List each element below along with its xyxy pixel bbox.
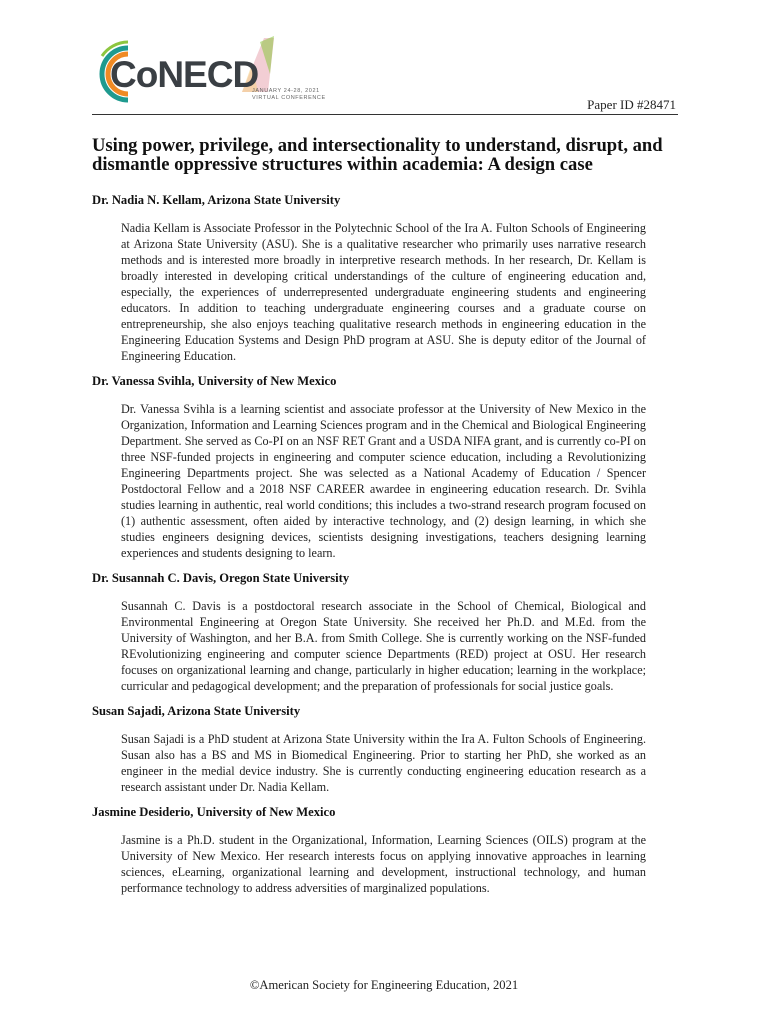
header-rule [92,114,678,115]
author-bio: Jasmine is a Ph.D. student in the Organizational, Information, Learning Sciences (OILS) program at the University of New Mexico. Her research interests focus on applying innovative approaches in learning sciences, eLearning, organizational learning and development, instructional technology, and human performance technology to address adversities of marginalized populations. [121,833,646,895]
author-name: Susan Sajadi, Arizona State University [92,704,301,718]
author-name: Dr. Vanessa Svihla, University of New Mexico [92,374,337,388]
author-bio: Dr. Vanessa Svihla is a learning scientist and associate professor at the University of New Mexico in the Organization, Information and Learning Sciences program and in the Chemical and Biological Engineering Department. She served as Co-PI on an NSF RET Grant and a USDA NIFA grant, and is currently co-PI on three NSF-funded projects in engineering and computer science education, including a Revolutionizing Engineering Departments project. She was selected as a National Academy of Education / Spencer Postdoctoral Fellow and a 2018 NSF CAREER awardee in engineering education research. Dr. Svihla studies learning in authentic, real world conditions; this includes a two-strand research program focused on (1) authentic assessment, often aided by interactive technology, and (2) design learning, in which she studies engineers designing devices, scientists designing investigations, teachers designing learning experiences and students designing to learn. [121,402,646,560]
paper-id: Paper ID #28471 [587,97,676,112]
author-bios [92,192,646,905]
logo-dates [252,88,326,102]
author-name: Dr. Nadia N. Kellam, Arizona State University [92,193,341,207]
paper-title: Using power, privilege, and intersectionality to understand, disrupt, and dismantle oppressive structures within academia: A design case [92,135,663,175]
copyright-footer: ©American Society for Engineering Education, 2021 [249,978,519,992]
logo-wordmark: CoNECD [110,54,259,95]
author-name: Dr. Susannah C. Davis, Oregon State University [92,571,350,585]
author-bio: Nadia Kellam is Associate Professor in the Polytechnic School of the Ira A. Fulton Schools of Engineering at Arizona State University (ASU). She is a qualitative researcher who primarily uses narrative research methods and is interested more broadly in interpretive research methods. In her research, Dr. Kellam is broadly interested in developing critical understandings of the culture of engineering education and, especially, the experiences of underrepresented undergraduate engineering students and engineering educators. In addition to teaching undergraduate engineering courses and a graduate course on entrepreneurship, she also enjoys teaching qualitative research methods in engineering education in the Engineering Education Systems and Design PhD program at ASU. She is deputy editor of the Journal of Engineering Education. [121,221,646,363]
conecd-logo [92,34,332,114]
author-name: Jasmine Desiderio, University of New Mexico [92,805,336,819]
logo-subtitle-line: VIRTUAL CONFERENCE [252,95,326,101]
logo-date-line: JANUARY 24-28, 2021 [252,88,320,94]
author-bio: Susan Sajadi is a PhD student at Arizona State University within the Ira A. Fulton Schools of Engineering. Susan also has a BS and MS in Biomedical Engineering. Prior to starting her PhD, she worked as an engineer in the medial device industry. She is currently conducting engineering education research as a research assistant under Dr. Nadia Kellam. [121,732,646,794]
author-bio: Susannah C. Davis is a postdoctoral research associate in the School of Chemical, Biological and Environmental Engineering at Oregon State University. She received her Ph.D. and M.Ed. from the University of Washington, and her B.A. from Smith College. She is currently working on the NSF-funded REvolutionizing engineering and computer science Departments (RED) project at OSU. Her research focuses on organizational learning and change, particularly in higher education; learning in the workplace; curricular and pedagogical development; and the preparation of professionals for social justice goals. [121,599,646,693]
